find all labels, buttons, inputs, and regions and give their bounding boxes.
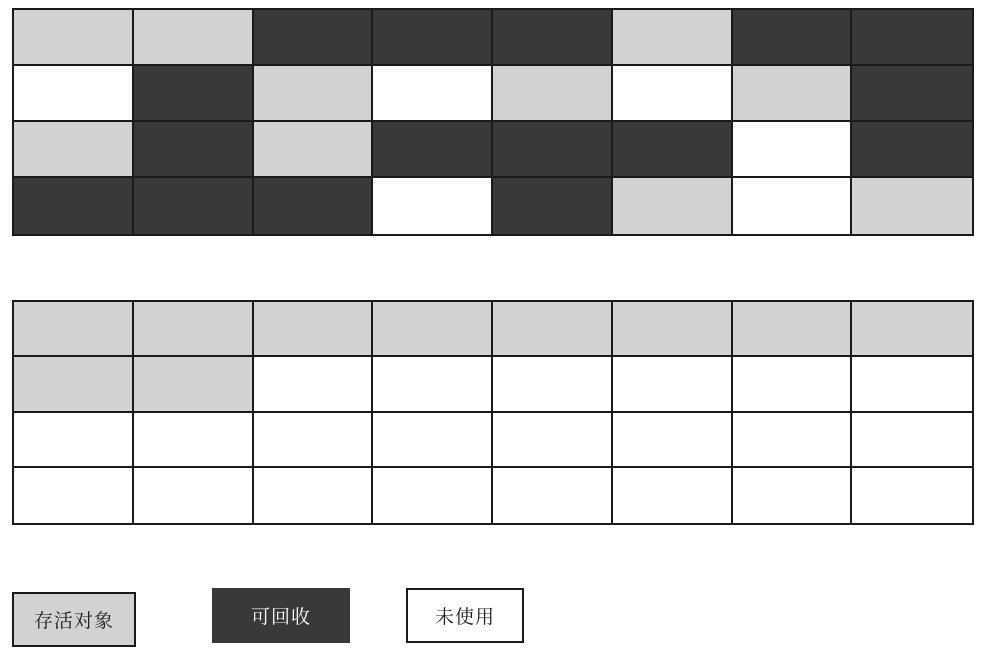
memory-cell-live <box>254 66 374 122</box>
memory-cell-unused <box>373 357 493 412</box>
memory-cell-garbage <box>134 178 254 234</box>
memory-cell-unused <box>733 122 853 178</box>
memory-cell-garbage <box>733 10 853 66</box>
memory-cell-garbage <box>373 10 493 66</box>
memory-cell-live <box>493 302 613 357</box>
memory-cell-unused <box>733 178 853 234</box>
memory-cell-garbage <box>373 122 493 178</box>
memory-cell-garbage <box>852 122 972 178</box>
memory-cell-garbage <box>134 66 254 122</box>
memory-cell-unused <box>134 413 254 468</box>
memory-cell-unused <box>14 66 134 122</box>
memory-cell-unused <box>254 413 374 468</box>
legend <box>12 588 974 650</box>
memory-cell-live <box>733 66 853 122</box>
legend-label-unused: 未使用 <box>434 607 495 628</box>
memory-cell-live <box>254 302 374 357</box>
memory-cell-live <box>493 66 613 122</box>
memory-cell-unused <box>14 413 134 468</box>
memory-cell-unused <box>733 357 853 412</box>
memory-cell-live <box>852 178 972 234</box>
memory-cell-live <box>373 302 493 357</box>
memory-cell-unused <box>733 413 853 468</box>
legend-item-garbage <box>212 588 350 643</box>
legend-item-unused <box>406 588 524 643</box>
memory-cell-live <box>14 10 134 66</box>
memory-cell-garbage <box>493 10 613 66</box>
memory-cell-live <box>14 357 134 412</box>
memory-cell-unused <box>134 468 254 523</box>
memory-cell-live <box>14 302 134 357</box>
memory-cell-garbage <box>493 122 613 178</box>
legend-label-live: 存活对象 <box>33 611 114 632</box>
memory-cell-garbage <box>852 10 972 66</box>
memory-cell-unused <box>613 66 733 122</box>
memory-cell-unused <box>373 178 493 234</box>
legend-label-garbage: 可回收 <box>250 607 311 628</box>
memory-cell-garbage <box>254 178 374 234</box>
memory-cell-live <box>14 122 134 178</box>
memory-grid-before <box>12 8 974 236</box>
memory-cell-unused <box>852 468 972 523</box>
memory-cell-unused <box>852 413 972 468</box>
memory-cell-unused <box>613 468 733 523</box>
memory-cell-garbage <box>852 66 972 122</box>
memory-cell-unused <box>493 357 613 412</box>
memory-cell-unused <box>493 468 613 523</box>
memory-cell-unused <box>373 468 493 523</box>
memory-cell-unused <box>613 357 733 412</box>
memory-cell-garbage <box>493 178 613 234</box>
memory-cell-garbage <box>134 122 254 178</box>
memory-grid-after <box>12 300 974 525</box>
memory-cell-unused <box>254 357 374 412</box>
memory-cell-unused <box>852 357 972 412</box>
memory-cell-garbage <box>14 178 134 234</box>
memory-cell-unused <box>493 413 613 468</box>
memory-cell-unused <box>733 468 853 523</box>
memory-cell-unused <box>613 413 733 468</box>
memory-cell-unused <box>254 468 374 523</box>
memory-cell-live <box>134 10 254 66</box>
memory-cell-live <box>852 302 972 357</box>
memory-cell-live <box>613 178 733 234</box>
memory-cell-unused <box>373 413 493 468</box>
memory-cell-live <box>733 302 853 357</box>
memory-cell-unused <box>14 468 134 523</box>
memory-cell-unused <box>373 66 493 122</box>
legend-item-live <box>12 592 136 647</box>
memory-cell-garbage <box>254 10 374 66</box>
memory-cell-live <box>134 302 254 357</box>
memory-cell-live <box>254 122 374 178</box>
memory-cell-garbage <box>613 122 733 178</box>
memory-cell-live <box>613 10 733 66</box>
memory-cell-live <box>613 302 733 357</box>
memory-cell-live <box>134 357 254 412</box>
